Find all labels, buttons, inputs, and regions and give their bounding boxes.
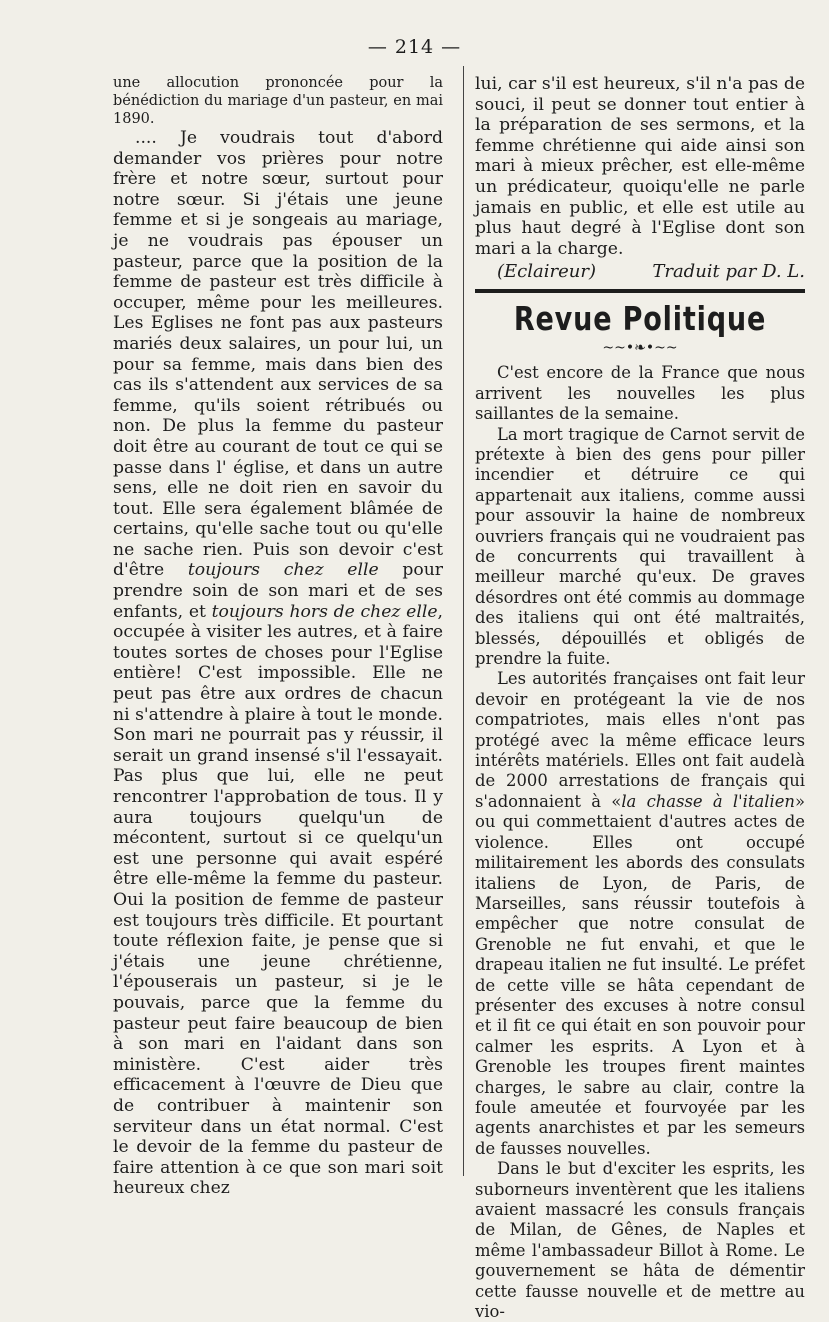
article-signature [475,261,805,283]
section-title: Revue Politique [513,299,767,339]
text-segment: , occupée à visiter les autres, et à faire toutes sortes de choses pour l'Eglise entière! C'est impossible. Elle ne peut pas être aux ordres de chacun ni s'attendre à plaire à tout le monde. Son mari ne pourrait pas y réussir, il serait un grand insensé s'il l'essayait. Pas plus que lui, elle ne peut rencontrer l'approbation de tous. Il y aura toujours quelqu'un de mécontent, surtout si ce quelqu'un est une personne qui avait espéré être elle-même la femme du pasteur. Oui la position de femme de pasteur est toujours très difficile. Et pourtant toute réflexion faite, je pense que si j'étais une jeune chrétienne, l'épouserais un pasteur, si je le pouvais, parce que la femme du pasteur peut faire beaucoup de bien à son mari en l'aidant dans son ministère. C'est aider très efficacement à l'œuvre de Dieu que de contribuer à maintenir son serviteur dans un état normal. C'est le devoir de la femme du pasteur de faire attention à ce que son mari soit heureux chez [113,601,443,1199]
section-body [475,363,805,1322]
text-segment: Les autorités françaises ont fait leur devoir en protégeant la vie de nos compatriotes, mais elles n'ont pas protégé avec la même efficace leurs intérêts matériels. Elles ont fait audelà de 2000 arrestations de français qui s'adonnaient à « [475,669,805,811]
ornament-divider: ~~•❧•~~ [602,340,678,357]
text-segment: pour prendre soin de son mari et de ses enfants, et [113,560,443,622]
section-paragraph [475,669,805,1159]
source-label: (Eclaireur) [497,261,596,283]
emphasis-text: la chasse à l'italien [621,791,795,811]
section-paragraph: La mort tragique de Carnot servit de prétexte à bien des gens pour piller incendier et détruire ce qui appartenait aux italiens, comme aussi pour assouvir la haine de nombreux ouvriers français qui ne voudraient pas de concurrents qui travaillent à meilleur marché qu'eux. De graves désordres ont été commis au dommage des italiens qui ont été maltraités, blessés, dépouillés et obligés de prendre la fuite. [475,424,805,669]
emphasis-text: toujours hors de chez elle [211,601,438,622]
translator-label: Traduit par D. L. [652,261,805,283]
page-number: — 214 — [367,36,462,58]
text-segment: .... Je voudrais tout d'abord demander vos prières pour notre frère et notre sœur, surtout pour notre sœur. Si j'étais une jeune femme et si je songeais au mariage, je ne voudrais pas épouser un pasteur, parce que la position de la femme de pasteur est très difficile à occuper, même pour les meilleures. Les Eglises ne font pas aux pasteurs mariés deux salaires, un pour lui, un pour sa femme, mais dans bien des cas ils s'attendent aux services de sa femme, qu'ils soient rétribués ou non. De plus la femme du pasteur doit être au courant de tout ce qui se passe dans l' église, et dans un autre sens, elle ne doit rien en savoir du tout. Elle sera également blâmée de certains, qu'elle sache tout ou qu'elle ne sache rien. Puis son devoir c'est d'être [113,128,443,581]
left-column [113,74,443,1199]
article-paragraph [113,128,443,1199]
emphasis-text: toujours chez elle [187,560,379,581]
right-column [475,74,805,1322]
section-rule [475,289,805,293]
section-paragraph: Dans le but d'exciter les esprits, les suborneurs inventèrent que les italiens avaient massacré les consuls français de Milan, de Gênes, de Naples et même l'ambassadeur Billot à Rome. Le gouvernement se hâta de démentir cette fausse nouvelle et de mettre au vio- [475,1159,805,1322]
article-continuation: lui, car s'il est heureux, s'il n'a pas de souci, il peut se donner tout entier à la préparation de ses sermons, et la femme chrétienne qui aide ainsi son mari à mieux prêcher, est elle-même un prédicateur, quoiqu'elle ne parle jamais en public, et elle est utile au plus haut degré à l'Eglise dont son mari a la charge. [475,74,805,259]
section-paragraph: C'est encore de la France que nous arrivent les nouvelles les plus saillantes de la semaine. [475,363,805,424]
column-divider [463,66,464,1176]
article-intro: une allocution prononcée pour la bénédiction du mariage d'un pasteur, en mai 1890. [113,75,443,127]
text-segment: » ou qui commettaient d'autres actes de violence. Elles ont occupé militairement les abords des consulats italiens de Lyon, de Paris, de Marseilles, sans réussir toutefois à empêcher que notre consulat de Grenoble ne fut envahi, et que le drapeau italien ne fut insulté. Le préfet de cette ville se hâta cependant de présenter des excuses à notre consul et il fit ce qui était en son pouvoir pour calmer les esprits. A Lyon et à Grenoble les troupes firent maintes charges, le sabre au clair, contre la foule ameutée et fourvoyée par les agents anarchistes et par les semeurs de fausses nouvelles. [475,791,805,1158]
